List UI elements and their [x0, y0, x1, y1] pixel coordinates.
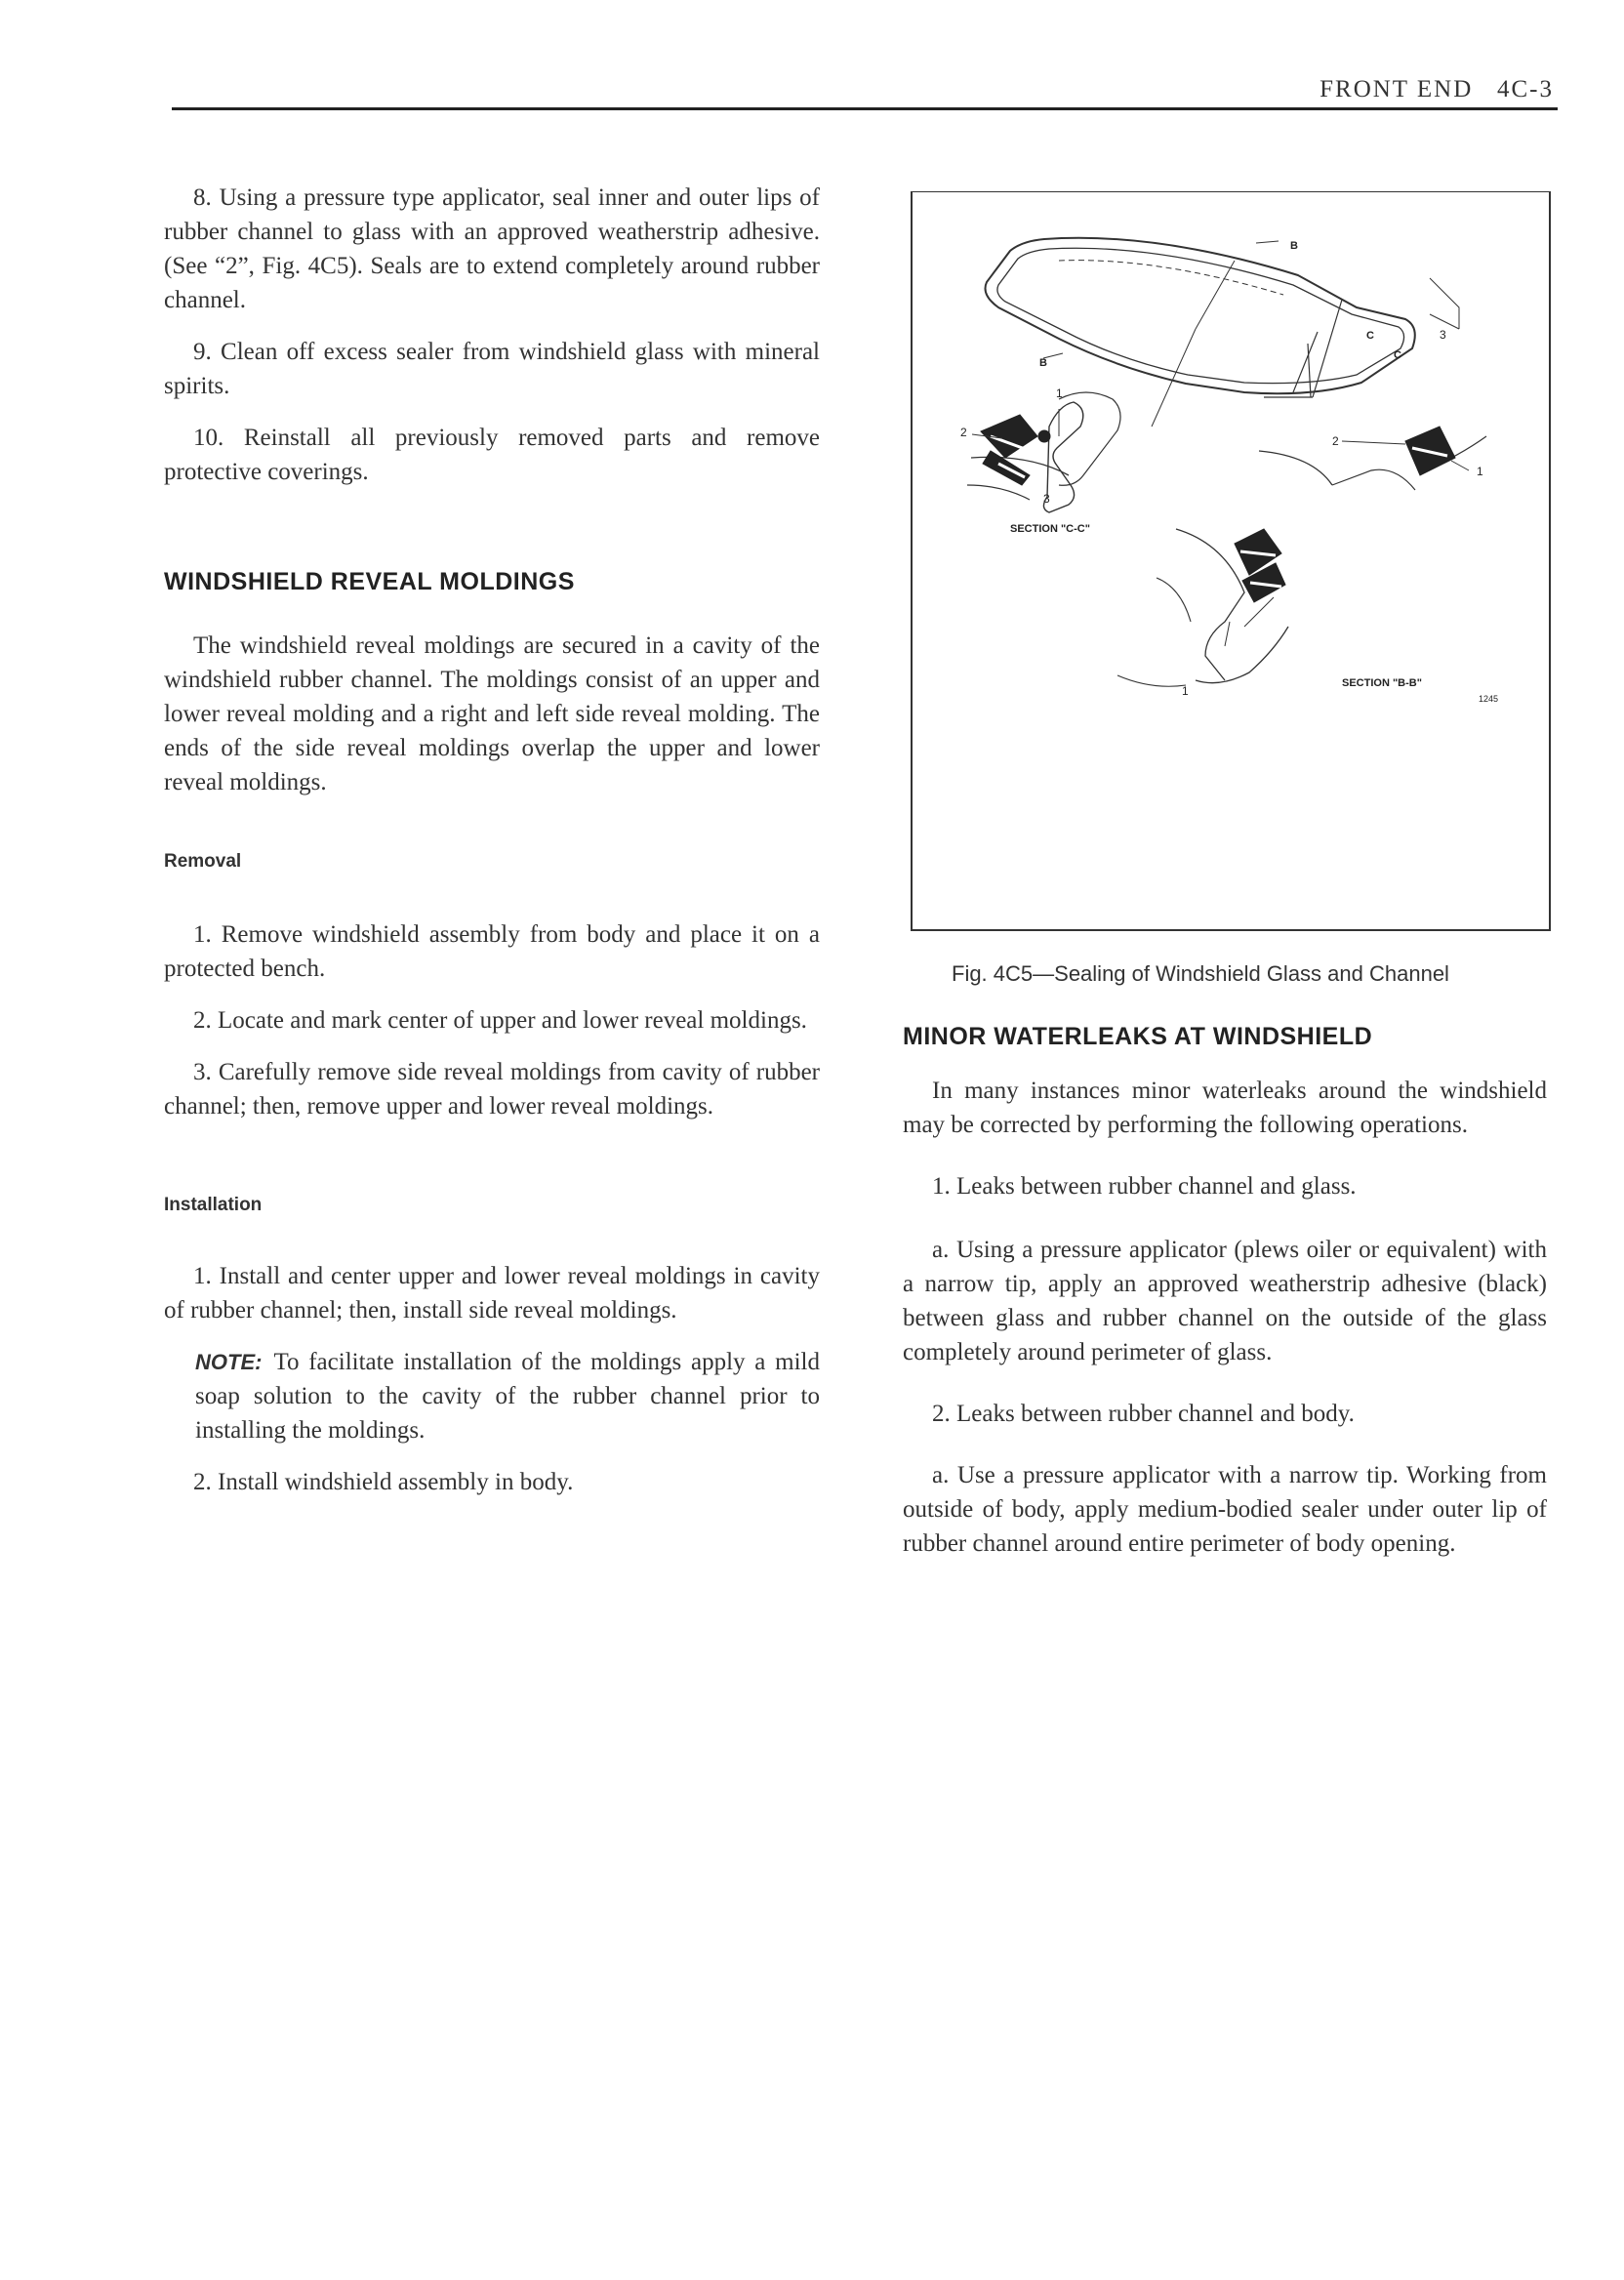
removal-subheading: Removal [164, 851, 242, 872]
figure-label-c-lower: C [1394, 349, 1401, 361]
figure-number-1-bb-right: 1 [1477, 465, 1483, 478]
installation-subheading: Installation [164, 1195, 263, 1215]
page-header [1320, 76, 1554, 103]
figure-label-b-top: B [1290, 240, 1298, 252]
section-cc-label: SECTION "C-C" [1010, 523, 1090, 535]
waterleaks-intro: In many instances minor waterleaks around the windshield may be corrected by performing the following operations. [903, 1078, 1547, 1138]
step-8: 8. Using a pressure type applicator, seal inner and outer lips of rubber channel to glass with an approved weatherstrip adhesive. (See “2”, Fig. 4C5). Seals are to extend completely around rubber channel. [164, 184, 820, 313]
figure-number-1-cc: 1 [1056, 387, 1063, 400]
removal-step-2: 2. Locate and mark center of upper and lower reveal moldings. [193, 1007, 807, 1034]
left-column [164, 181, 820, 1499]
figure-caption: Fig. 4C5—Sealing of Windshield Glass and Channel [952, 961, 1449, 986]
figure-number-3-cc: 3 [1043, 492, 1050, 506]
waterleaks-item-1a: a. Using a pressure applicator (plews oiler or equivalent) with a narrow tip, apply an approved weatherstrip adhesive (black) between glass and rubber channel on the outside of the glass completely around perimeter of glass. [903, 1237, 1547, 1365]
waterleaks-item-1: 1. Leaks between rubber channel and glass. [932, 1173, 1357, 1200]
right-column [903, 1020, 1547, 1561]
figure-number-2-cc: 2 [960, 426, 967, 439]
section-heading-minor-waterleaks: MINOR WATERLEAKS AT WINDSHIELD [903, 1023, 1373, 1050]
header-section: FRONT END [1320, 76, 1474, 102]
header-page-number: 4C-3 [1497, 76, 1554, 102]
step-9: 9. Clean off excess sealer from windshield glass with mineral spirits. [164, 339, 820, 399]
installation-step-1: 1. Install and center upper and lower reveal moldings in cavity of rubber channel; then, install side reveal moldings. [164, 1263, 820, 1323]
note-label: NOTE: [195, 1350, 263, 1374]
installation-note [164, 1345, 820, 1447]
section-heading-reveal-moldings: WINDSHIELD REVEAL MOLDINGS [164, 568, 575, 595]
waterleaks-item-2: 2. Leaks between rubber channel and body. [932, 1401, 1355, 1427]
windshield-diagram [913, 192, 1553, 932]
reveal-moldings-intro: The windshield reveal moldings are secured in a cavity of the windshield rubber channel. The moldings consist of an upper and lower reveal molding and a right and left side reveal molding. The ends of the side reveal moldings overlap the upper and lower reveal moldings. [164, 632, 820, 795]
removal-step-3: 3. Carefully remove side reveal moldings from cavity of rubber channel; then, remove upper and lower reveal moldings. [164, 1059, 820, 1120]
figure-label-b-left: B [1039, 357, 1047, 369]
figure-code: 1245 [1479, 694, 1499, 704]
figure-number-3-top: 3 [1440, 328, 1446, 342]
figure-label-c-upper: C [1366, 330, 1374, 342]
figure-number-2-bb: 2 [1332, 434, 1339, 448]
removal-step-1: 1. Remove windshield assembly from body and place it on a protected bench. [164, 921, 820, 982]
waterleaks-item-2a: a. Use a pressure applicator with a narrow tip. Working from outside of body, apply medium-bodied sealer under outer lip of rubber channel around entire perimeter of body opening. [903, 1462, 1547, 1557]
figure-number-1-bb-bottom: 1 [1182, 684, 1189, 698]
step-10: 10. Reinstall all previously removed parts and remove protective coverings. [164, 425, 820, 485]
installation-step-2: 2. Install windshield assembly in body. [193, 1469, 574, 1495]
section-bb-label: SECTION "B-B" [1342, 677, 1422, 689]
header-rule [172, 107, 1558, 110]
note-text: To facilitate installation of the moldings apply a mild soap solution to the cavity of the rubber channel prior to installing the moldings. [195, 1349, 820, 1444]
figure-4c5 [911, 191, 1551, 931]
